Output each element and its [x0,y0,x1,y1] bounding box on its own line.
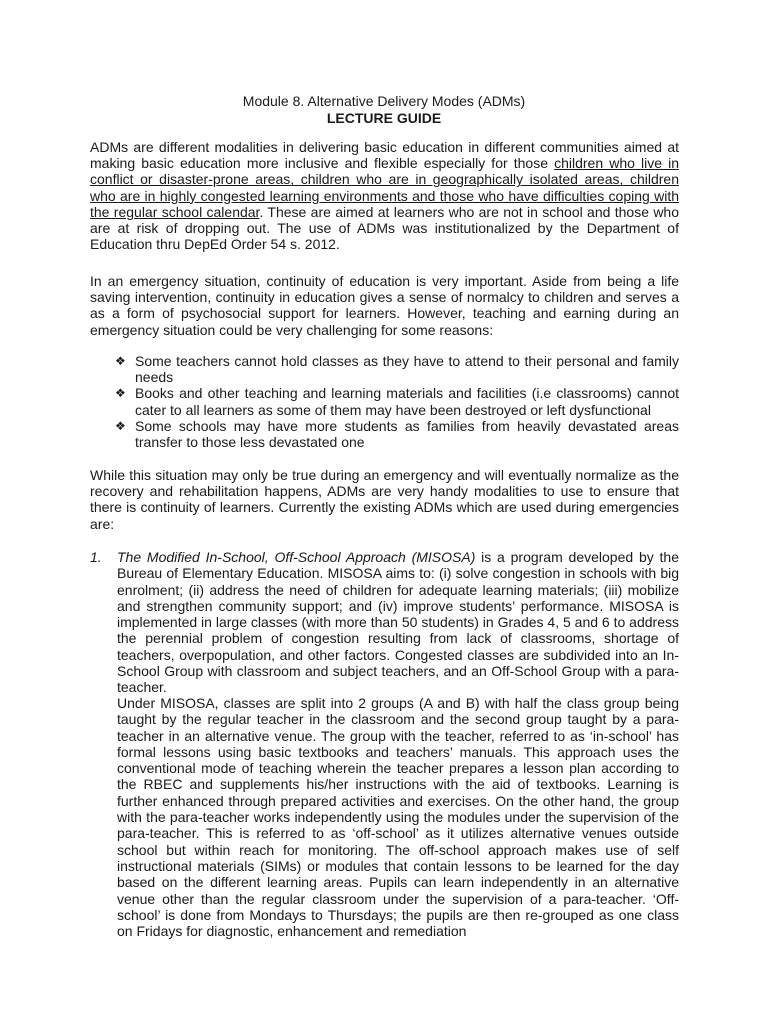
adm-list-item-misosa [90,549,679,696]
bullet-text: Some teachers cannot hold classes as they have to attend to their personal and family needs [135,353,679,386]
lecture-guide-heading: LECTURE GUIDE [326,110,442,126]
intro-text-end: . These are aimed at learners who are not in school and those who are at risk of dropping out. The use of ADMs was institutionalized by the Department of Education thru DepEd Order 54 s. 2012. [90,203,680,253]
situation-paragraph: While this situation may only be true during an emergency and will eventually normalize as the recovery and rehabilitation happens, ADMs are very handy modalities to use to ensure that there is continuity of learners. Currently the existing ADMs which are used during emergencies are: [90,467,679,532]
diamond-bullet-icon: ❖ [115,354,126,368]
intro-underlined-text: children who live in conflict or disaster-prone areas, children who are in geographically isolated areas, children who are in highly congested learning environments and those who have difficulties coping with the regular school calendar [90,155,679,220]
emergency-paragraph: In an emergency situation, continuity of education is very important. Aside from being a life saving intervention, continuity in education gives a sense of normalcy to children and serves a as a form of psychosocial support for learners. However, teaching and earning during an emergency situation could be very challenging for some reasons: [90,273,679,338]
list-number: 1. [90,549,102,565]
bullet-text: Some schools may have more students as families from heavily devastated areas transfer to those less devastated one [135,417,679,451]
reasons-bullet-list [115,353,679,450]
module-heading: Module 8. Alternative Delivery Modes (ADMs) [242,93,526,109]
list-item-body [117,549,679,696]
bullet-text: Books and other teaching and learning materials and facilities (i.e classrooms) cannot cater to all learners as some of them may have been destroyed or left dysfunctional [135,385,679,418]
program-name: The Modified In-School, Off-School Approach (MISOSA) [117,549,476,565]
program-description: is a program developed by the Bureau of Elementary Education. MISOSA aims to: (i) solve congestion in schools with big enrolment; (ii) address the need of children for adequate learning materials; (iii) mobilize and strengthen community support; and (iv) improve students’ performance. MISOSA is implemented in large classes (with more than 50 students) in Grades 4, 5 and 6 to address the perennial problem of congestion resulting from lack of classrooms, shortage of teachers, overpopulation, and other factors. Congested classes are subdivided into an In-School Group with classroom and subject teachers, and an Off-School Group with a para-teacher. [117,549,679,696]
diamond-bullet-icon: ❖ [115,418,126,433]
bullet-item [115,418,679,450]
bullet-item [115,385,679,417]
intro-paragraph [90,139,679,252]
diamond-bullet-icon: ❖ [115,386,126,401]
bullet-item [115,353,679,385]
intro-text-start: ADMs are different modalities in delivering basic education in different communities aimed at making basic education more inclusive and flexible especially for those [90,139,679,172]
misosa-detail-paragraph: Under MISOSA, classes are split into 2 groups (A and B) with half the class group being taught by the regular teacher in the classroom and the second group taught by a para-teacher in an alternative venue. The group with the teacher, referred to as ‘in-school’ has formal lessons using basic textbooks and teachers’ manuals. This approach uses the conventional mode of teaching wherein the teacher prepares a lesson plan according to the RBEC and supplements his/her instructions with the aid of textbooks. Learning is further enhanced through prepared activities and exercises. On the other hand, the group with the para-teacher works independently using the modules under the supervision of the para-teacher. This is referred to as ‘off-school’ as it utilizes alternative venues outside school but within reach for monitoring. The off-school approach makes use of self instructional materials (SIMs) or modules that contain lessons to be learned for the day based on the different learning areas. Pupils can learn independently in an alternative venue other than the regular classroom under the supervision of a para-teacher. ‘Off-school’ is done from Mondays to Thursdays; the pupils are then re-grouped as one class on Fridays for diagnostic, enhancement and remediation [117,695,679,940]
